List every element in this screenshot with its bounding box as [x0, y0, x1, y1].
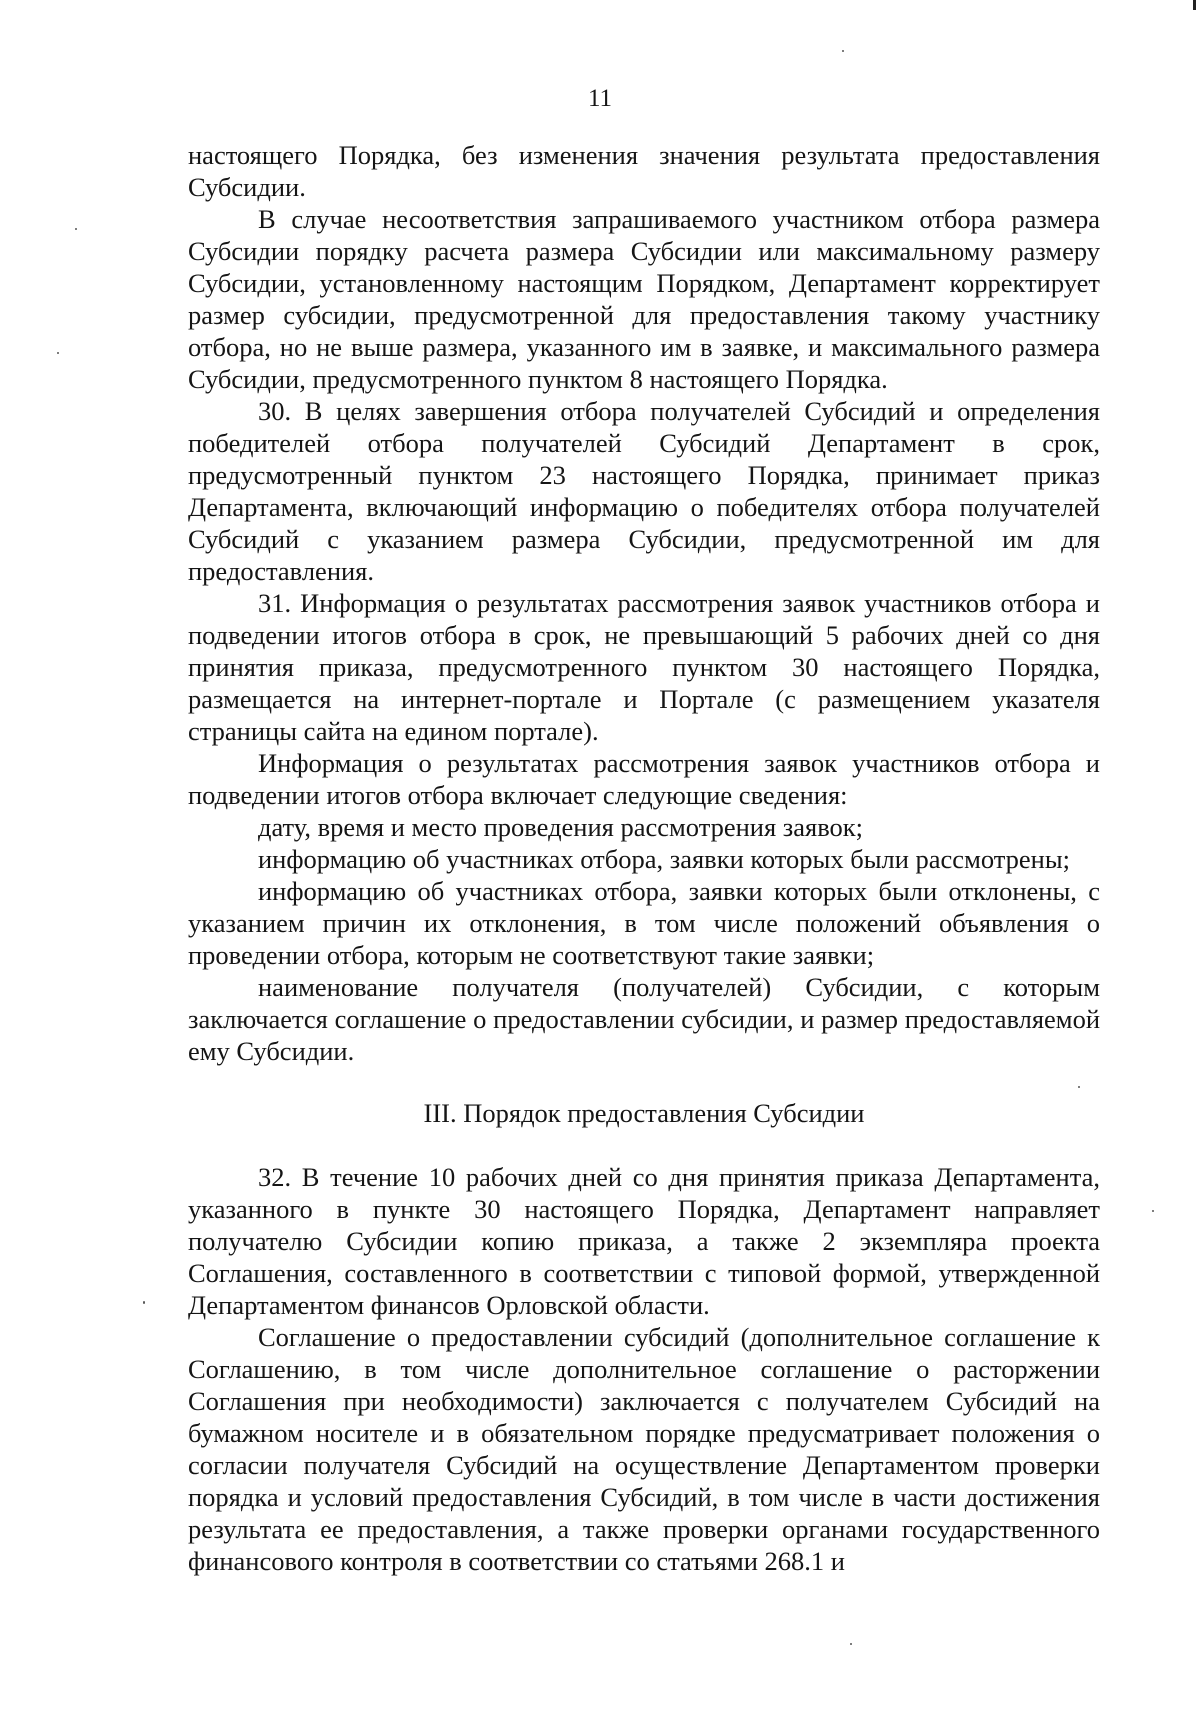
paragraph: Соглашение о предоставлении субсидий (дополнительное соглашение к Соглашению, в том числе дополнительное соглашение о расторжении Соглашения при необходимости) заключается с получателем Субсидий на бумажном носителе и в обязательном порядке предусматривает положения о согласии получателя Субсидий на осуществление Департаментом проверки порядка и условий предоставления Субсидий, в том числе в части достижения результата ее предоставления, а также проверки органами государственного финансового контроля в соответствии со статьями 268.1 и — [188, 1322, 1100, 1576]
scan-speck — [57, 352, 59, 354]
paragraph: наименование получателя (получателей) Субсидии, с которым заключается соглашение о предоставлении субсидии, и размер предоставляемой ему Субсидии. — [188, 972, 1100, 1066]
paragraph: 31. Информация о результатах рассмотрения заявок участников отбора и подведении итогов отбора в срок, не превышающий 5 рабочих дней со дня принятия приказа, предусмотренного пунктом 30 настоящего Порядка, размещается на интернет-портале и Портале (с размещением указателя страницы сайта на едином портале). — [188, 588, 1100, 746]
paragraph: 32. В течение 10 рабочих дней со дня принятия приказа Департамента, указанного в пункте 30 настоящего Порядка, Департамент направляет получателю Субсидии копию приказа, а также 2 экземпляра проекта Соглашения, составленного в соответствии с типовой формой, утвержденной Департаментом финансов Орловской области. — [188, 1162, 1100, 1320]
paragraph: настоящего Порядка, без изменения значения результата предоставления Субсидии. — [188, 140, 1100, 202]
paragraph: информацию об участниках отбора, заявки которых были рассмотрены; — [258, 844, 1071, 874]
paragraph: информацию об участниках отбора, заявки которых были отклонены, с указанием причин их отклонения, в том числе положений объявления о проведении отбора, которым не соответствуют такие заявки; — [188, 876, 1100, 970]
scan-speck — [1152, 1210, 1154, 1212]
scan-edge-mark — [1193, 0, 1196, 10]
paragraph: В случае несоответствия запрашиваемого участником отбора размера Субсидии порядку расчета размера Субсидии или максимальному размеру Субсидии, установленному настоящим Порядком, Департамент корректирует размер субсидии, предусмотренной для предоставления такому участнику отбора, но не выше размера, указанного им в заявке, и максимального размера Субсидии, предусмотренного пунктом 8 настоящего Порядка. — [188, 204, 1100, 394]
scan-speck — [143, 1301, 145, 1304]
scan-speck — [850, 1643, 852, 1645]
paragraph: 30. В целях завершения отбора получателей Субсидий и определения победителей отбора получателей Субсидий Департамент в срок, предусмотренный пунктом 23 настоящего Порядка, принимает приказ Департамента, включающий информацию о победителях отбора получателей Субсидий с указанием размера Субсидии, предусмотренной им для предоставления. — [188, 396, 1100, 586]
paragraph: Информация о результатах рассмотрения заявок участников отбора и подведении итогов отбора включает следующие сведения: — [188, 748, 1100, 810]
section-heading: III. Порядок предоставления Субсидии — [423, 1098, 865, 1128]
scan-speck — [842, 50, 844, 52]
document-body — [188, 139, 1100, 1577]
page-number: 11 — [587, 85, 613, 112]
paragraph: дату, время и место проведения рассмотрения заявок; — [258, 812, 864, 842]
scan-speck — [75, 228, 77, 230]
scan-speck — [1078, 1086, 1080, 1088]
